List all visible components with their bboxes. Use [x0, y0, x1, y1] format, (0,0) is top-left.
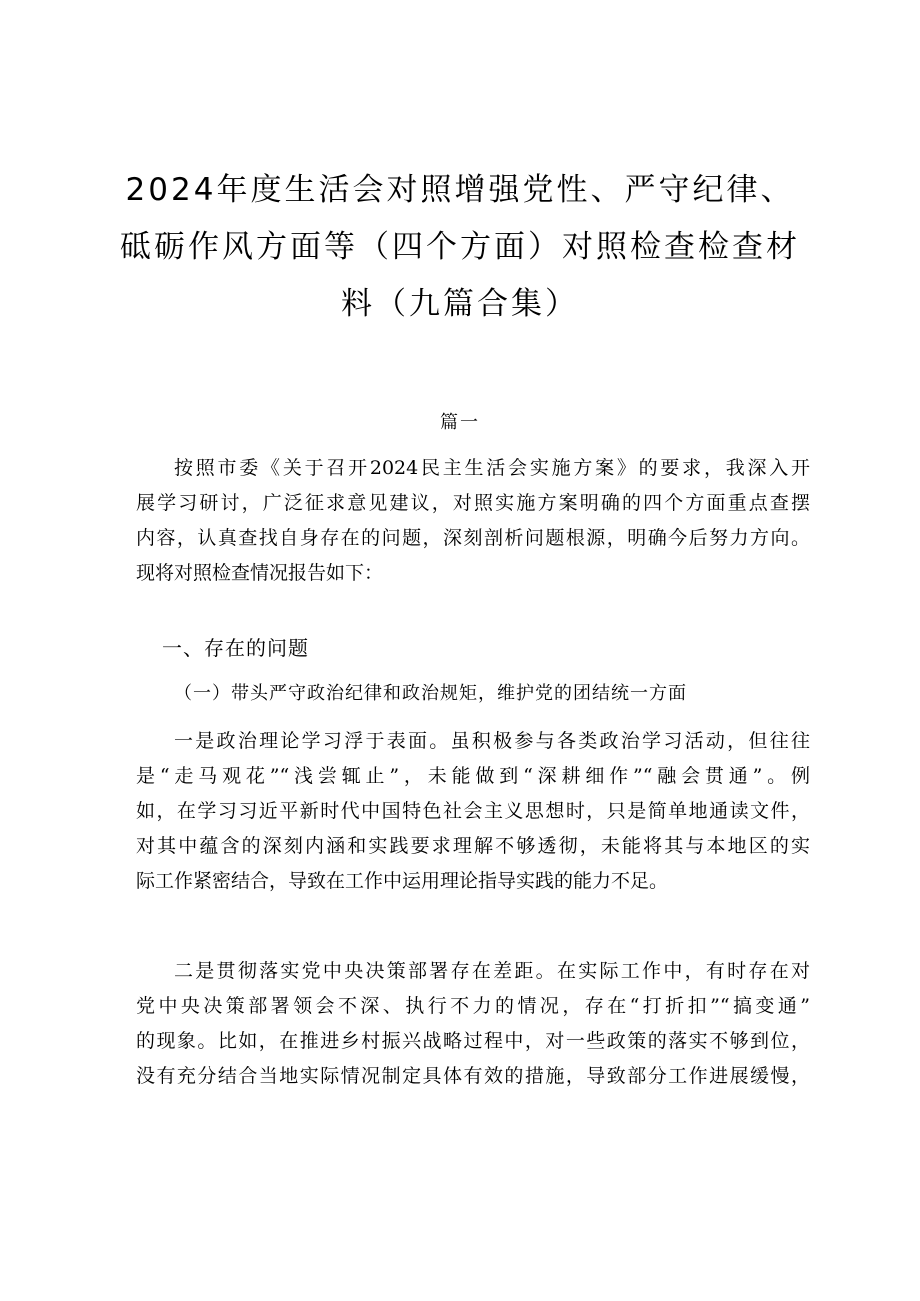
title-line: 2024年度生活会对照增强党性、严守纪律、 — [125, 172, 795, 208]
title-line: 料（九篇合集） — [341, 286, 579, 322]
text-line: 内容，认真查找自身存在的问题，深刻剖析问题根源，明确今后努力方向。 — [136, 527, 810, 549]
text-line: 是“走马观花”“浅尝辄止”，未能做到“深耕细作”“融会贯通”。例 — [136, 765, 810, 787]
heading-existing-problems: 一、存在的问题 — [162, 636, 309, 660]
document-title — [110, 162, 810, 333]
text-line: 二是贯彻落实党中央决策部署存在差距。在实际工作中，有时存在对 — [174, 960, 810, 982]
text-line: 现将对照检查情况报告如下： — [136, 562, 384, 584]
text-line: 没有充分结合当地实际情况制定具体有效的措施，导致部分工作进展缓慢， — [136, 1065, 810, 1087]
text-line: 对其中蕴含的深刻内涵和实践要求理解不够透彻，未能将其与本地区的实 — [136, 835, 810, 857]
text-line: 按照市委《关于召开2024民主生活会实施方案》的要求，我深入开 — [174, 457, 810, 479]
text-line: 一是政治理论学习浮于表面。虽积极参与各类政治学习活动，但往往 — [174, 730, 810, 752]
problem-paragraph-2 — [136, 954, 810, 1094]
title-line: 砥砺作风方面等（四个方面）对照检查检查材 — [120, 229, 800, 265]
intro-paragraph — [136, 451, 810, 591]
subheading-political-discipline: （一）带头严守政治纪律和政治规矩，维护党的团结统一方面 — [174, 683, 687, 704]
text-line: 展学习研讨，广泛征求意见建议，对照实施方案明确的四个方面重点查摆 — [136, 492, 810, 514]
text-line: 如，在学习习近平新时代中国特色社会主义思想时，只是简单地通读文件， — [136, 800, 810, 822]
text-line: 际工作紧密结合，导致在工作中运用理论指导实践的能力不足。 — [136, 870, 669, 892]
section-label: 篇一 — [440, 412, 480, 433]
text-line: 的现象。比如，在推进乡村振兴战略过程中，对一些政策的落实不够到位， — [136, 1030, 810, 1052]
text-line: 党中央决策部署领会不深、执行不力的情况，存在“打折扣”“搞变通” — [136, 995, 810, 1017]
problem-paragraph-1 — [136, 724, 810, 899]
